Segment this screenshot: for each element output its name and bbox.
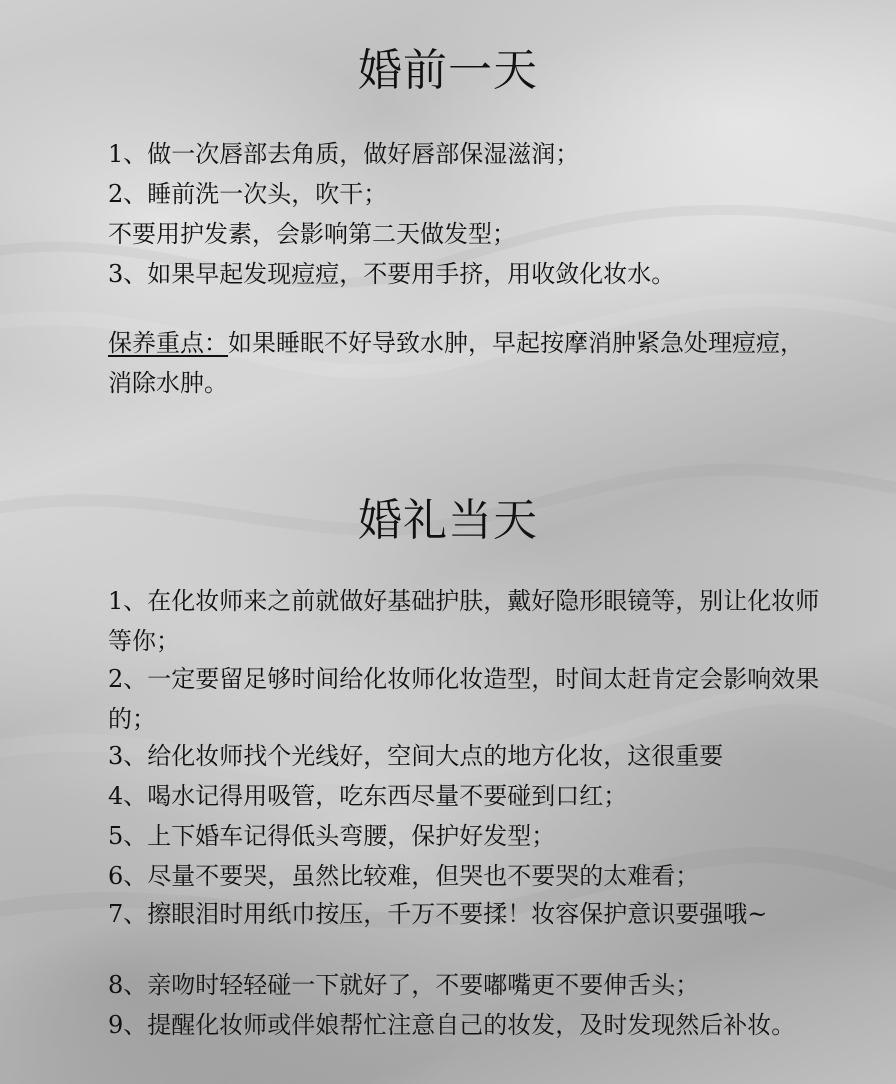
section-2-title: 婚礼当天 — [358, 495, 538, 546]
section-2-item-5: 5、上下婚车记得低头弯腰，保护好发型； — [108, 822, 556, 850]
section-2-item-9: 9、提醒化妆师或伴娘帮忙注意自己的妆发，及时发现然后补妆。 — [108, 1011, 796, 1039]
section-1-title: 婚前一天 — [358, 45, 538, 96]
section-2-item-2: 2、一定要留足够时间给化妆师化妆造型，时间太赶肯定会影响效果的； — [108, 665, 820, 733]
section-2-item-6: 6、尽量不要哭，虽然比较难，但哭也不要哭的太难看； — [108, 862, 700, 890]
section-1-item-2: 2、睡前洗一次头，吹干； — [108, 180, 388, 208]
section-1-item-4: 3、如果早起发现痘痘，不要用手挤，用收敛化妆水。 — [108, 260, 676, 288]
section-1-focus — [108, 323, 823, 403]
section-2-item-4: 4、喝水记得用吸管，吃东西尽量不要碰到口红； — [108, 782, 628, 810]
focus-text: 如果睡眠不好导致水肿，早起按摩消肿紧急处理痘痘，消除水肿。 — [108, 329, 804, 397]
focus-label: 保养重点： — [108, 329, 228, 357]
section-1-item-3: 不要用护发素，会影响第二天做发型； — [108, 220, 516, 248]
section-2-item-3: 3、给化妆师找个光线好，空间大点的地方化妆，这很重要 — [108, 742, 724, 770]
section-2-item-7: 7、擦眼泪时用纸巾按压，千万不要揉！妆容保护意识要强哦~ — [108, 900, 768, 928]
section-1-item-1: 1、做一次唇部去角质，做好唇部保湿滋润； — [108, 140, 580, 168]
section-2-item-8: 8、亲吻时轻轻碰一下就好了，不要嘟嘴更不要伸舌头； — [108, 971, 700, 999]
section-2-item-1: 1、在化妆师来之前就做好基础护肤，戴好隐形眼镜等，别让化妆师等你； — [108, 587, 820, 655]
